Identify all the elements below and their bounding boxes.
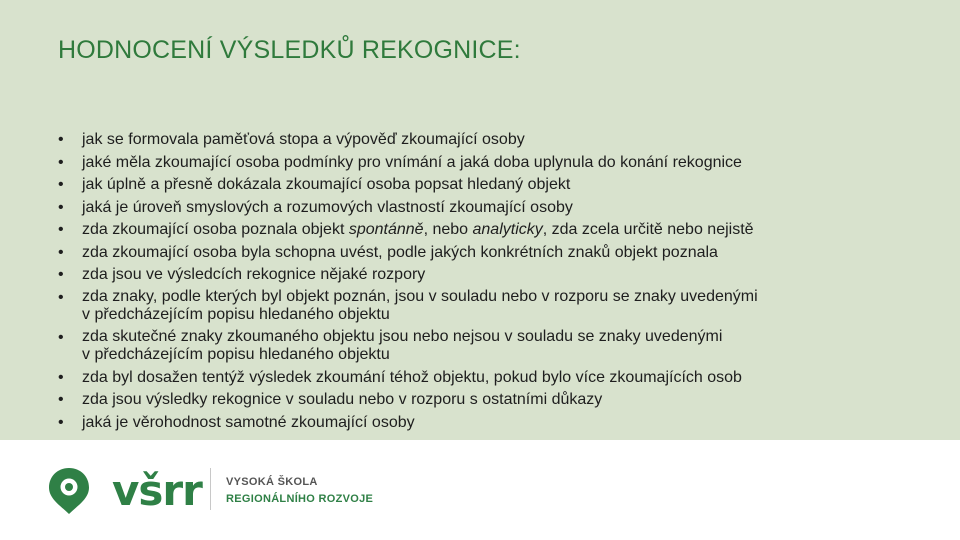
slide-title: HODNOCENÍ VÝSLEDKŮ REKOGNICE:: [58, 36, 521, 64]
bullet-marker: •: [58, 176, 64, 193]
list-item-text: zda jsou výsledky rekognice v souladu nebo v rozporu s ostatními důkazy: [82, 391, 603, 408]
location-pin-icon: [47, 466, 91, 516]
bullet-marker: •: [58, 368, 64, 386]
logo-wordmark: všrr: [112, 466, 202, 515]
list-item-text: zda jsou ve výsledcích rekognice nějaké rozpory: [82, 266, 426, 283]
list-item-text: jak úplně a přesně dokázala zkoumající osoba popsat hledaný objekt: [82, 176, 571, 193]
emphasis-spontaneous: spontánně: [348, 221, 424, 238]
bullet-marker: •: [58, 413, 64, 431]
list-item-text: , zda zcela určitě nebo nejistě: [542, 221, 754, 238]
list-item-text: , nebo: [423, 221, 473, 238]
bullet-list: [50, 130, 930, 435]
list-item: [50, 368, 930, 388]
school-name-line2: REGIONÁLNÍHO ROZVOJE: [226, 493, 374, 505]
school-name-line1: VYSOKÁ ŠKOLA: [226, 476, 318, 488]
bullet-marker: •: [58, 131, 64, 148]
list-item-text-line1: zda znaky, podle kterých byl objekt poznán, jsou v souladu nebo v rozporu se znaky uvedenými: [82, 287, 758, 305]
list-item: [50, 153, 930, 173]
list-item-text: zda zkoumající osoba byla schopna uvést, podle jakých konkrétních znaků objekt poznala: [82, 243, 718, 261]
list-item-text: zda zkoumající osoba poznala objekt: [82, 221, 349, 238]
list-item-text-line2: v předcházejícím popisu hledaného objektu: [82, 345, 390, 363]
list-item: [50, 413, 930, 433]
bullet-marker: •: [58, 153, 64, 171]
list-item-text: jak se formovala paměťová stopa a výpověď zkoumající osoby: [82, 131, 525, 148]
list-item-text: jaká je úroveň smyslových a rozumových vlastností zkoumající osoby: [82, 198, 573, 216]
bullet-marker: •: [58, 221, 64, 238]
list-item-text-line2: v předcházejícím popisu hledaného objektu: [82, 305, 390, 323]
list-item: [50, 220, 930, 240]
list-item: [50, 390, 930, 410]
emphasis-analytical: analyticky: [472, 221, 543, 238]
list-item: [50, 175, 930, 195]
bullet-marker: •: [58, 391, 64, 408]
list-item: [50, 243, 930, 263]
list-item-text: jaké měla zkoumající osoba podmínky pro vnímání a jaká doba uplynula do konání rekognice: [82, 153, 742, 171]
list-item: [50, 288, 930, 324]
bullet-marker: •: [58, 243, 64, 261]
bullet-marker: •: [58, 288, 64, 306]
bullet-marker: •: [58, 266, 64, 283]
list-item: [50, 328, 930, 364]
list-item-text: zda byl dosažen tentýž výsledek zkoumání téhož objektu, pokud bylo více zkoumajících osob: [82, 368, 742, 386]
list-item-text-line1: zda skutečné znaky zkoumaného objektu jsou nebo nejsou v souladu se znaky uvedenými: [82, 327, 723, 345]
list-item-text: jaká je věrohodnost samotné zkoumající osoby: [82, 413, 415, 431]
list-item: [50, 130, 930, 150]
logo-divider: [210, 468, 211, 510]
list-item: [50, 265, 930, 285]
list-item: [50, 198, 930, 218]
bullet-marker: •: [58, 328, 64, 346]
bullet-marker: •: [58, 198, 64, 216]
